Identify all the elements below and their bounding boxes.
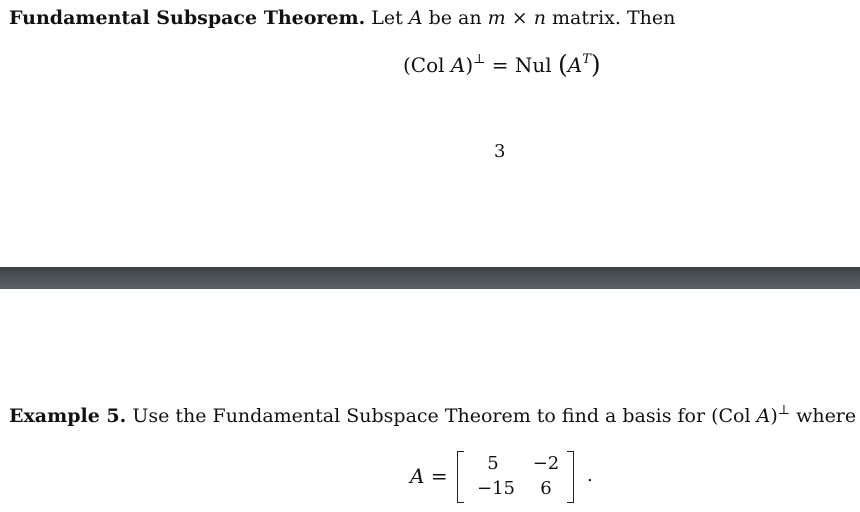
theorem-text-rest: matrix. Then — [552, 7, 676, 29]
matrix-period: . — [587, 465, 593, 486]
page-number: 3 — [494, 141, 506, 162]
equation-lhs-open: (Col — [403, 53, 451, 77]
equation-rhs-var: A — [567, 53, 583, 77]
theorem-var-m: m — [487, 7, 506, 29]
matrix-cell-r2c1: −15 — [477, 478, 515, 499]
theorem-text-be: be an — [428, 7, 482, 29]
matrix-cell-r1c1: 5 — [487, 453, 499, 474]
example-col-open: (Col — [711, 405, 757, 427]
equation-perp: ⊥ — [473, 52, 486, 67]
equation-paren-open: ( — [558, 50, 568, 79]
example-where: where — [796, 405, 857, 427]
theorem-statement — [9, 6, 675, 30]
matrix-definition — [410, 448, 610, 504]
matrix-var-a: A — [410, 464, 425, 488]
theorem-text-let: Let — [371, 7, 403, 29]
matrix-cell-r1c2: −2 — [532, 453, 560, 474]
matrix-lhs — [410, 465, 448, 487]
equation-paren-close: ) — [590, 50, 601, 79]
equation-lhs-close: ) — [465, 53, 474, 77]
theorem-equation — [403, 50, 601, 83]
equation-transpose: T — [582, 52, 591, 67]
matrix-left-bracket — [457, 451, 464, 503]
example-col-close: ) — [770, 405, 778, 427]
theorem-times: × — [511, 7, 528, 29]
equation-equals: = — [491, 53, 509, 77]
equation-rhs-func: Nul — [514, 53, 552, 77]
theorem-var-n: n — [533, 7, 546, 29]
example-col-var: A — [756, 405, 771, 427]
theorem-var-a: A — [408, 7, 423, 29]
example-text: Use the Fundamental Subspace Theorem to find a basis for — [132, 405, 706, 427]
example-statement — [9, 404, 856, 431]
theorem-heading: Fundamental Subspace Theorem. — [9, 7, 366, 29]
example-perp: ⊥ — [777, 403, 791, 418]
example-heading: Example 5. — [9, 405, 127, 427]
matrix-cell-r2c2: 6 — [540, 478, 552, 499]
equation-lhs-var: A — [450, 53, 466, 77]
page-break-divider — [0, 267, 860, 289]
matrix-right-bracket — [567, 451, 574, 503]
matrix-equals: = — [430, 464, 448, 488]
